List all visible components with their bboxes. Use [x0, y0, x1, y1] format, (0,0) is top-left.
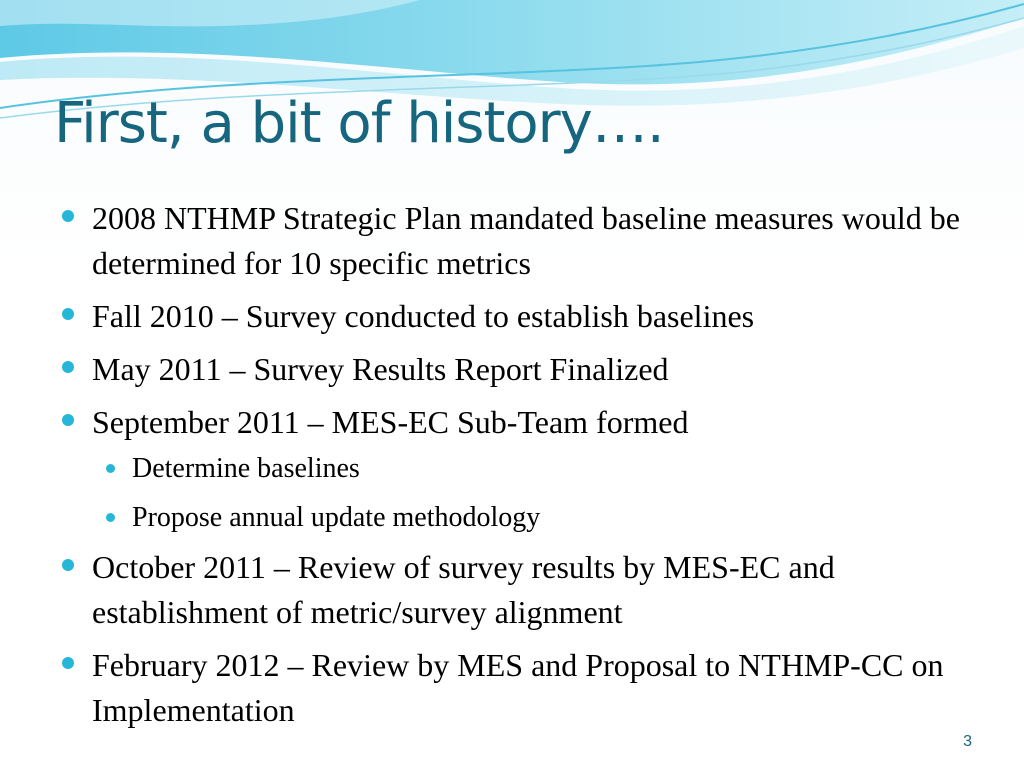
bullet-dot-icon: [62, 210, 74, 222]
bullet-dot-icon: [62, 361, 74, 373]
bullet-text: September 2011 – MES-EC Sub-Team formed: [92, 404, 689, 440]
bullet-item: [62, 347, 982, 392]
slide-number: 3: [963, 733, 972, 750]
slide-title: First, a bit of history….: [54, 91, 664, 156]
bullet-dot-icon: [62, 657, 74, 669]
sub-bullet-text: Propose annual update methodology: [132, 502, 541, 533]
bullet-text: Fall 2010 – Survey conducted to establish baselines: [92, 298, 755, 334]
bullet-list: [62, 196, 982, 741]
bullet-text: 2008 NTHMP Strategic Plan mandated baseline measures would be determined for 10 specific metrics: [92, 200, 960, 281]
bullet-dot-icon: [62, 308, 74, 320]
bullet-item: [62, 643, 982, 733]
sub-bullet-text: Determine baselines: [132, 453, 360, 484]
sub-bullet-dot-icon: [106, 464, 115, 473]
bullet-dot-icon: [62, 414, 74, 426]
bullet-item: [62, 294, 982, 339]
bullet-dot-icon: [62, 559, 74, 571]
bullet-item: [62, 400, 982, 445]
bullet-item: [62, 545, 982, 635]
bullet-text: February 2012 – Review by MES and Proposal to NTHMP-CC on Implementation: [92, 647, 944, 728]
bullet-text: October 2011 – Review of survey results by MES-EC and establishment of metric/survey alignment: [92, 549, 835, 630]
sub-bullet-dot-icon: [106, 513, 115, 522]
bullet-text: May 2011 – Survey Results Report Finalized: [92, 351, 669, 387]
sub-bullet-item: [104, 447, 982, 490]
sub-bullet-item: [104, 496, 982, 539]
bullet-item: [62, 196, 982, 286]
